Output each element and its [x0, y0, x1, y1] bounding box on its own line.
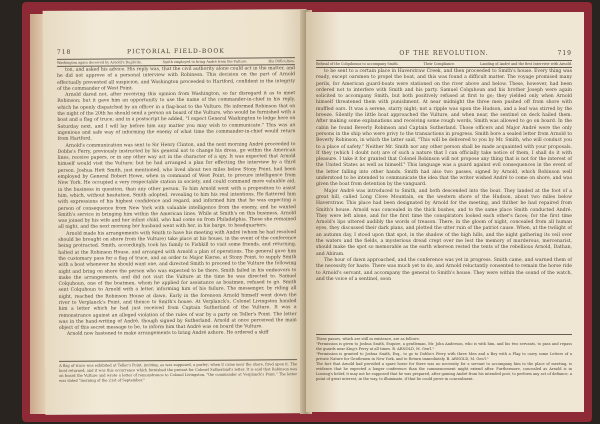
subhead: Their Compliance. — [423, 62, 456, 66]
running-title: PICTORIAL FIELD-BOOK — [126, 47, 225, 56]
paragraph: The hour of dawn approached, and the conference was yet in progress. Smith came, and warned them of the necessity for haste. There was much yet to do, and Arnold reluctantly consented to remain the horse ride to Arnold's servant, and accompany the general to Smith's house. They were within the sound of the watch, and the voice of a sentinel, soon — [316, 257, 572, 282]
footnotes — [316, 334, 572, 382]
paragraph: Arnold now hastened to make arrangements to bring André ashore. He ordered a skiff — [66, 330, 269, 338]
footnote: "Permission is given to Joshua Smith, Esquire, a gentleman, Mr. John Anderson, who is with him, and his two servants, to pass and repass the guards near King's Ferry at all times. B. ARNOLD, M. Gen'l." — [316, 342, 572, 351]
paragraph: Arnold's communication was sent to Sir Henry Clinton, and the next morning André proceeded to Dobbs's Ferry, previously instructed by his general not to change his dress, go within the American lines, receive papers, or in any other way act in the character of a spy. It was expected that Arnold himself would visit the Vulture; but he had arranged a plan for effecting the interview by a third person. Joshua Hett Smith, just mentioned, who lived about two miles below Stony Point, had been employed by General Robert Howe, when in command of West Point, to procure intelligence from New York. He occupied a very respectable station in society, and could command more valuable aid, in the business in question, than any other person. To him Arnold went with a proposition to assist him, which, without hesitation, Smith adopted, revealing to him his real intentions. He flattered him with expressions of his highest confidence and regard, and informed him that he was expecting a person of consequence from New York with valuable intelligence from the enemy, and he wanted Smith's service in bringing him within the American lines. While at Smith's on this business, Arnold was joined by his wife and her infant child, who had come on from Philadelphia. These she remained all night, and the next morning her husband went with her, in his barge, to headquarters. — [57, 141, 297, 231]
paragraph: ton, and asked his advice. His reply was, that the civil authority alone could act in the matter, and he did not approve of a personal interview with Robinson. This decision on the part of Arnold effectually prevented all suspicion, and Washington proceeded to Hartford, confident in the integrity of the commander of West Point. — [57, 66, 296, 92]
running-title: OF THE REVOLUTION. — [399, 50, 489, 57]
paragraph: to be sent to a certain place in Haverstraw Creek, and then proceeded to Smith's house. Every thing was ready, except oarsmen to propel the boat, and this was found a difficult matter. The voyage promised many perils, for American guard-boats were stationed on the river above and below. These, however, had been ordered not to interfere with Smith and his party. Samuel Colquhoun and his brother Joseph were again solicited to accompany Smith, but both positively refused at first to go; they yielded only when Arnold himself threatened them with punishment. At near midnight the three men pushed off from shore with muffled oars. It was a serene, starry night; not a ripple was upon the Hudson, and a leaf was stirred by the breeze. Silently the little boat approached the Vulture, and when near, the sentinel on deck hailed them. After making some explanations and receiving some rough words, Smith was allowed to go on board. In the cabin he found Beverly Robinson and Captain Sutherland. Those officers and Major André were the only persons in the ship who were privy to the transactions in progress. Smith bore a sealed letter from Arnold to Beverly Robinson, in which the latter said, "This will be delivered to you by Mr. Smith, who will conduct you to a place of safety." Neither Mr. Smith nor any other person shall be made acquainted with your proposals. If they (which I doubt not) are of such a nature that I can officially take notice of them, I shall do it with pleasure. I take it for granted that Colonel Robinson will not propose any thing that is not for the interest of the United States as well as himself." This language was a guard against evil consequences in the event of the letter falling into other hands. Smith had also two passes, signed by Arnold, which Robinson well understood to be intended to communicate the idea that the writer wished André to come on shore, and was given the boat from detention by the vanguard. — [316, 69, 572, 188]
paragraph: Arnold made his arrangements with Smith to have his meeting with André (whom he had resolved should be brought on shore from the Vulture) take place at his house, in the event of the conference being protracted. Smith, accordingly, took his family to Fishkill to visit some friends, and returning, halted at the Robinson House, and arranged with Arnold a plan of operations. The general gave him the customary pass for a flag of truce, and an order to Major Kierse, at Stony Point, to supply Smith with a boat whenever he should want one, and directed Smith to proceed to the Vulture the following night and bring on shore the person who was expected to be there. Smith failed in his endeavors to make the arrangements, and did not visit the Vulture at the time he was directed to. Samuel Colquhoun, one of the boatmen, whom he applied for assistance as boatmen, refused to go. Smith sent Colquhoun to Arnold with a letter, informing him of his failure. The messenger, by riding all night, reached the Robinson House at dawn. Early in the forenoon Arnold himself went down the river to Verplanck's Point, and thence to Smith's house. At Verplanck's, Colonel Livingston handed him a letter which he had just received from Captain Sutherland of the Vulture. It was a remonstrance against an alleged violation of the rules of war by a party on Teller's Point. The letter was in the hand-writing of André, though signed by Sutherland. Arnold at once perceived the main object of this secret message to be, to inform him that André was on board the Vulture. — [58, 229, 297, 331]
subhead: Refusal of the Colquhouns to accompany Smith. — [316, 62, 399, 66]
subhead: Washington again deceived by Arnold's Duplicity. — [56, 60, 142, 65]
paragraph: Arnold dared not, after receiving this opinion from Washington, so far disregard it as to meet Robinson; but it gave him an opportunity to use the name of the commander-in-chief in his reply, which he openly dispatched by an officer in a flag-boat to the Vulture. He informed Robinson that on the night of the 20th he should send a person on board of the Vulture, who would be furnished with a boat and a flag of truce; and in a postscript he added, "I expect General Washington to lodge here on Saturday next, and I will lay before him any matter you may wish to communicate." This was an ingenious and safe way of informing the enemy of what time the commander-in-chief would return from Hartford. — [57, 91, 296, 143]
running-head — [56, 47, 295, 56]
page-number: 719 — [557, 50, 572, 57]
footnote: The fact that Arnold had provided a spare horse for there was no necessity for a servant to accompany him to the place of meeting, is evidence that he expected a longer conference than the commencement might extend after. Furthermore, concealed as Arnold is in Lossing's belief, it may not be supposed that he was prepared, after gaining André from his intended post, to perform any act of defiance, a point of great interest, in the way, to illuminate, if that he could prove in concealment. — [316, 362, 572, 381]
left-page — [43, 9, 310, 415]
paragraph: Major André was introduced to Smith, and both descended into the boat. They landed at the foot of a great hill, called Long Clove Mountain, on the western shore of the Hudson, about two miles below Haverstraw. This place had been designated by Arnold for the meeting, and thither he had repaired from Smith's house. Arnold was concealed in the thick bushes, and to the same place Smith conducted André. They were left alone, and for the first time the conspirators looked each other's faces; for the first time Arnold's lips uttered audibly the words of treason. There, in the gloom of night, concealed from all human eyes, they discussed their dark plans, and plotted the utter ruin of the patriot cause. When, at the twilight of an autumn day, I stood upon that spot, in the shadow of the high hills, and the night gathering its veil over the waters and the fields, a mysterious dread crept over me lest the memory of murderous, mercenarist, should make the spot so memorable as the earth whereon rested the tents of the rebellious Arnold, Dathan, and Abiram. — [316, 188, 572, 257]
footnotes — [59, 359, 297, 384]
body-text — [57, 66, 297, 338]
body-text — [316, 69, 572, 283]
subheads — [57, 57, 295, 67]
right-page — [306, 12, 584, 412]
footnote: These passes, which are still in existence, are as follows: — [316, 337, 420, 341]
page-number: 718 — [56, 48, 72, 56]
subhead: Landing of André and the first Interview with Arnold. — [480, 62, 572, 66]
subheads — [316, 60, 572, 68]
footnote: A flag of truce was exhibited at Teller's Point, inviting, as was supposed, a parley; when it came near the shore, fired upon it. The boat returned, and it was this occurrence which furnished the pretext for Colonel Sutherland's letter. It is said that Robinson was on board the Vulture and wrote a letter of remonstrance to Colonel Livingston, "the commander at Verplanck's Point." The letter was dated "morning of the 21st of September." — [59, 362, 298, 383]
subhead: Smith employed to bring André from the Vulture. — [162, 59, 248, 65]
footnote: "Permission is granted to Joshua Smith, Esq., to go to Dobbs's Ferry with three Men and a Boy with a Flag to carry some Letters of a private Nature for Gentlemen in New York, and to Return immediately. B. ARNOLD, M. Gen'l." — [316, 352, 572, 361]
subhead: His Difficulties. — [268, 59, 295, 64]
